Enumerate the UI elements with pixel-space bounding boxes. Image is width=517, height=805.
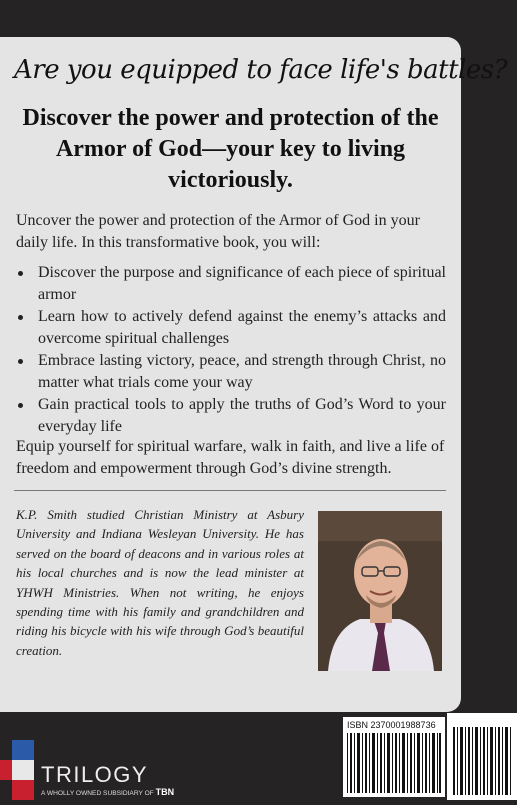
list-item: Gain practical tools to apply the truths of God’s Word to your everyday life — [16, 394, 446, 438]
section-divider — [14, 490, 446, 491]
publisher-name: TRILOGY — [41, 762, 149, 787]
bullet-icon — [18, 271, 23, 276]
author-photo — [318, 511, 442, 671]
bullet-icon — [18, 315, 23, 320]
tbn-logo: TBN — [155, 787, 175, 797]
bullet-icon — [18, 403, 23, 408]
trilogy-logo-icon — [0, 740, 36, 800]
intro-paragraph: Uncover the power and protection of the Armor of God in your daily life. In this transformative book, you will: — [16, 212, 420, 251]
benefits-list — [16, 262, 446, 438]
barcode — [343, 717, 445, 797]
isbn-label: ISBN 2370001988736 — [347, 720, 436, 730]
list-item: Discover the purpose and significance of each piece of spiritual armor — [16, 262, 446, 306]
headline: Discover the power and protection of the Armor of God—your key to living victoriously. — [22, 105, 439, 193]
bullet-icon — [18, 359, 23, 364]
author-bio: K.P. Smith studied Christian Ministry at Asbury University and Indiana Wesleyan University. He has served on the board of deacons and in various roles at his local churches and is now the lead minister at YHWH Ministries. When not writing, he enjoys spending time with his family and grandchildren and riding his bicycle with his wife through God’s beautiful creation. — [16, 507, 304, 658]
barcode-bars — [347, 733, 441, 793]
tagline-question: Are you equipped to face life's battles? — [14, 55, 508, 85]
list-item: Embrace lasting victory, peace, and strength through Christ, no matter what trials come your way — [16, 350, 446, 394]
closing-paragraph: Equip yourself for spiritual warfare, walk in faith, and live a life of freedom and empowerment through God’s divine strength. — [16, 438, 445, 477]
price-barcode — [447, 713, 517, 800]
list-item: Learn how to actively defend against the enemy’s attacks and overcome spiritual challenges — [16, 306, 446, 350]
publisher-tagline: A WHOLLY OWNED SUBSIDIARY OF TBN — [41, 787, 175, 797]
